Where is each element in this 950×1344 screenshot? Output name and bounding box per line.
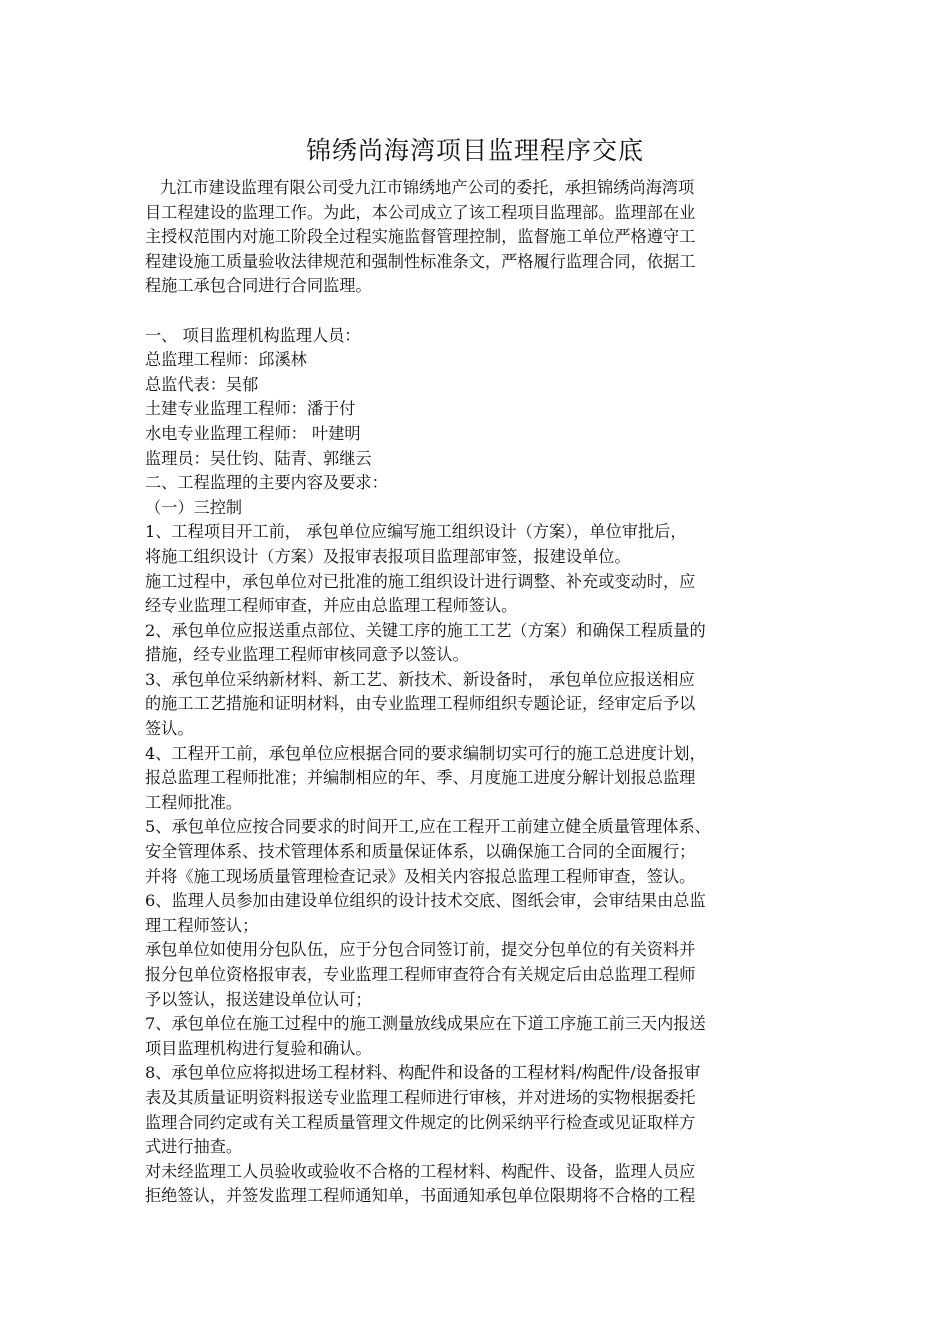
text-line: 的施工工艺措施和证明材料，由专业监理工程师组织专题论证，经审定后予以	[145, 694, 696, 714]
text-line: 拒绝签认，并签发监理工程师通知单，书面通知承包单位限期将不合格的工程	[145, 1186, 696, 1206]
text-line: 6、监理人员参加由建设单位组织的设计技术交底、图纸会审，会审结果由总监	[145, 891, 706, 911]
text-line: 总监理工程师：邱溪林	[145, 350, 307, 370]
text-line: 监理员：吴仕钧、陆青、郭继云	[145, 448, 372, 468]
text-line: 对未经监理工人员验收或验收不合格的工程材料、构配件、设备，监理人员应	[145, 1161, 696, 1181]
text-line: 措施，经专业监理工程师审核同意予以签认。	[145, 645, 469, 665]
text-line: 5、承包单位应按合同要求的时间开工,应在工程开工前建立健全质量管理体系、	[145, 817, 711, 837]
document-title: 锦绣尚海湾项目监理程序交底	[305, 136, 644, 165]
text-line: 报总监理工程师批准；并编制相应的年、季、月度施工进度分解计划报总监理	[145, 768, 696, 788]
text-line: 4、工程开工前，承包单位应根据合同的要求编制切实可行的施工总进度计划，	[145, 743, 706, 763]
text-line: 8、承包单位应将拟进场工程材料、构配件和设备的工程材料/构配件/设备报审	[145, 1063, 701, 1083]
text-line: 施工过程中，承包单位对已批准的施工组织设计进行调整、补充或变动时，应	[145, 571, 696, 591]
text-line: 一、 项目监理机构监理人员：	[145, 325, 361, 345]
text-line: 式进行抽查。	[145, 1137, 243, 1157]
text-line: 监理合同约定或有关工程质量管理文件规定的比例采纳平行检查或见证取样方	[145, 1112, 696, 1132]
text-line: 水电专业监理工程师： 叶建明	[145, 423, 361, 443]
text-line: （一）三控制	[145, 497, 243, 517]
text-line: 工程师批准。	[145, 792, 243, 812]
text-line: 7、承包单位在施工过程中的施工测量放线成果应在下道工序施工前三天内报送	[145, 1014, 706, 1034]
text-line: 目工程建设的监理工作。为此，本公司成立了该工程项目监理部。监理部在业	[145, 202, 696, 222]
text-line: 承包单位如使用分包队伍，应于分包合同签订前，提交分包单位的有关资料并	[145, 940, 696, 960]
text-line: 理工程师签认；	[145, 915, 259, 935]
blank-line	[145, 299, 825, 324]
text-line: 经专业监理工程师审查，并应由总监理工程师签认。	[145, 596, 518, 616]
text-line: 1、工程项目开工前， 承包单位应编写施工组织设计（方案），单位审批后，	[145, 522, 687, 542]
text-line: 将施工组织设计（方案）及报审表报项目监理部审签，报建设单位。	[145, 546, 631, 566]
text-line: 签认。	[145, 719, 194, 739]
text-line: 报分包单位资格报审表，专业监理工程师审查符合有关规定后由总监理工程师	[145, 965, 696, 984]
text-line: 项目监理机构进行复验和确认。	[145, 1038, 372, 1058]
text-line: 表及其质量证明资料报送专业监理工程师进行审核，并对进场的实物根据委托	[145, 1087, 696, 1107]
text-line: 安全管理体系、技术管理体系和质量保证体系，以确保施工合同的全面履行；	[145, 842, 696, 862]
text-line: 总监代表：吴郁	[145, 374, 259, 394]
text-line: 土建专业监理工程师：潘于付	[145, 399, 356, 419]
text-line: 并将《施工现场质量管理检查记录》及相关内容报总监理工程师审查，签认。	[145, 866, 696, 886]
text-line: 九江市建设监理有限公司受九江市锦绣地产公司的委托，承担锦绣尚海湾项	[160, 178, 695, 197]
text-line: 3、承包单位采纳新材料、新工艺、新技术、新设备时， 承包单位应报送相应	[145, 669, 695, 689]
text-line: 予以签认，报送建设单位认可；	[145, 989, 372, 1009]
text-line: 程建设施工质量验收法律规范和强制性标准条文，严格履行监理合同，依据工	[145, 251, 696, 271]
document-body	[145, 176, 825, 1209]
text-line: 主授权范围内对施工阶段全过程实施监督管理控制，监督施工单位严格遵守工	[145, 227, 696, 247]
text-line: 2、承包单位应报送重点部位、关键工序的施工工艺（方案）和确保工程质量的	[145, 620, 706, 640]
text-line: 程施工承包合同进行合同监理。	[145, 276, 372, 296]
text-line: 二、工程监理的主要内容及要求：	[145, 473, 388, 493]
